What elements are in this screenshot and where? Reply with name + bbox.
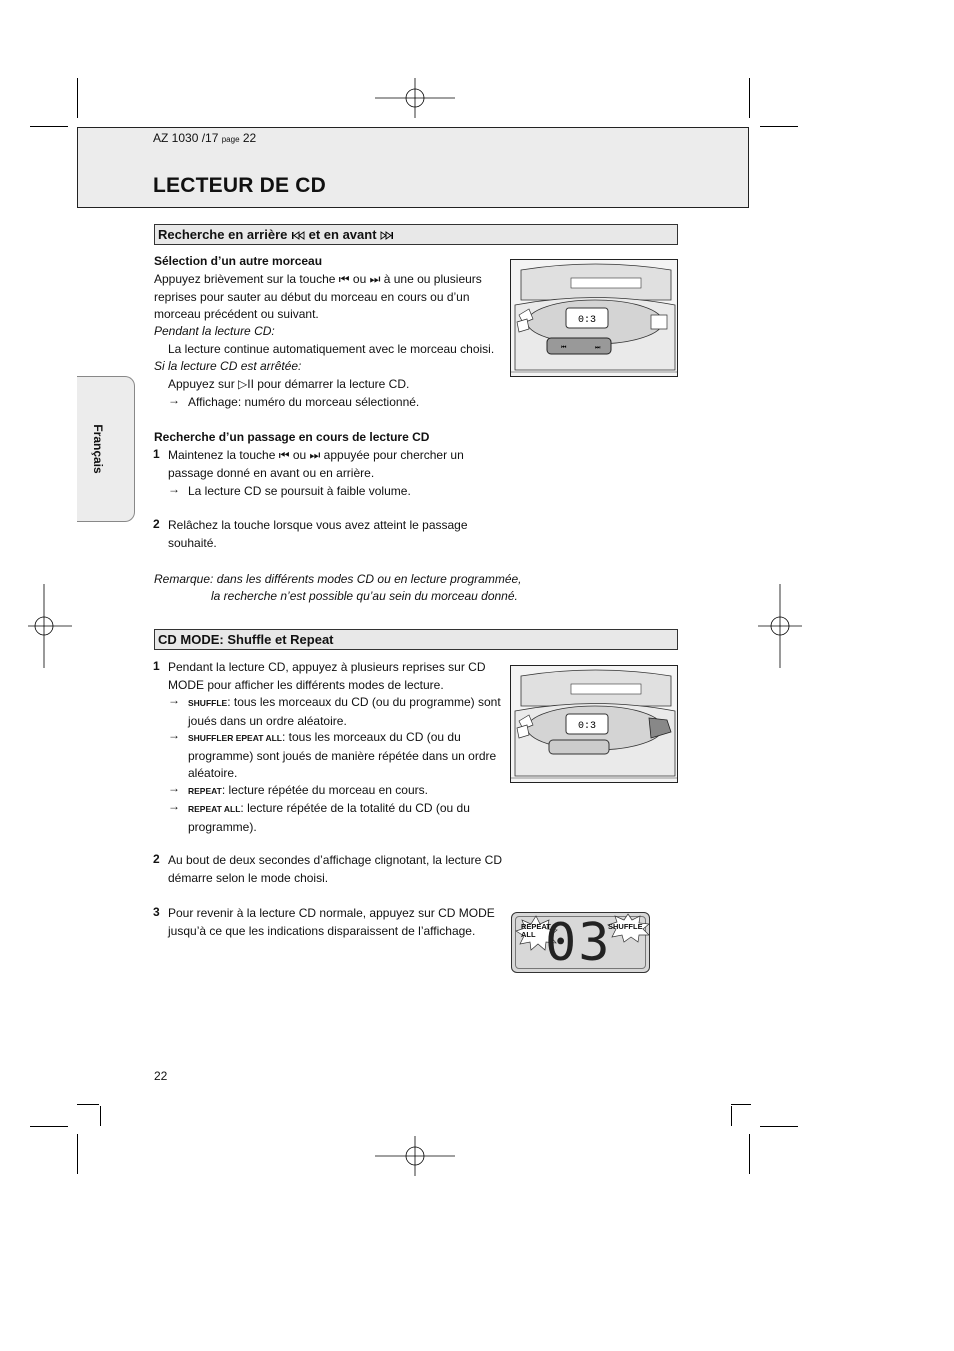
- lcd-display: [511, 912, 650, 973]
- stopped-text: Appuyez sur ▷II pour démarrer la lecture CD.: [168, 377, 410, 391]
- arrow-icon: →: [168, 393, 180, 407]
- select-track-paragraph: Appuyez brièvement sur la touche ⏮ ou ⏭ à une ou plusieurs reprises pour sauter au début du morceau en cours ou d’un morceau précédent ou suivant.: [154, 272, 482, 321]
- model-reference: AZ 1030 /17: [153, 131, 219, 145]
- shuffle-indicator: SHUFFLE: [608, 922, 643, 931]
- repeat-indicator: REPEAT ALL: [521, 922, 551, 939]
- registration-mark-right: [758, 584, 802, 668]
- playing-label: Pendant la lecture CD:: [154, 324, 275, 338]
- page-title: LECTEUR DE CD: [153, 174, 326, 197]
- stopped-label: Si la lecture CD est arrêtée:: [154, 359, 302, 373]
- step-number: 1: [153, 659, 160, 673]
- svg-text:0:3: 0:3: [577, 315, 597, 326]
- arrow-icon: →: [168, 799, 180, 813]
- arrow-icon: →: [168, 693, 180, 707]
- mode-label: SHUFFLER EPEAT ALL: [188, 733, 282, 743]
- note-line-1: Remarque: dans les différents modes CD ou en lecture programmée,: [154, 572, 522, 586]
- search-step1-result: La lecture CD se poursuit à faible volume.: [188, 484, 411, 498]
- section-heading-cd-mode: CD MODE: Shuffle et Repeat: [154, 629, 678, 650]
- svg-text:0:3: 0:3: [577, 721, 597, 732]
- mode-shuffle-repeat-all: SHUFFLER EPEAT ALL: tous les morceaux du CD (ou du programme) sont joués de manière répétée dans un ordre aléatoire.: [188, 730, 497, 780]
- mode-step2-text: Au bout de deux secondes d’affichage clignotant, la lecture CD démarre selon le mode choisi.: [168, 853, 502, 885]
- mode-label: SHUFFLE: [188, 698, 228, 708]
- registration-mark-top: [370, 78, 460, 118]
- mode-step1-text: Pendant la lecture CD, appuyez à plusieurs reprises sur CD MODE pour afficher les différents modes de lecture.: [168, 660, 486, 692]
- skip-back-icon: [291, 231, 305, 240]
- svg-text:⏭: ⏭: [595, 345, 601, 351]
- cd-player-illustration-mode: [510, 665, 678, 783]
- registration-mark-bottom: [370, 1136, 460, 1176]
- playing-text: La lecture continue automatiquement avec le morceau choisi.: [168, 342, 495, 356]
- language-tab-label: Français: [91, 424, 105, 474]
- mode-repeat-all: REPEAT ALL: lecture répétée de la totalité du CD (ou du programme).: [188, 801, 470, 834]
- track-number-digits: 03: [545, 913, 612, 973]
- arrow-icon: →: [168, 728, 180, 742]
- page-word: page: [221, 135, 240, 144]
- search-step1-text: Maintenez la touche ⏮ ou ⏭ appuyée pour chercher un passage donné en avant ou en arrière.: [168, 448, 464, 480]
- heading-part-back: Recherche en arrière: [158, 227, 288, 242]
- reference-page-number: 22: [242, 131, 257, 145]
- heading-part-forward: et en avant: [308, 227, 377, 242]
- cd-player-illustration-skip: [510, 259, 678, 377]
- registration-mark-left: [28, 584, 72, 668]
- mode-label: REPEAT ALL: [188, 804, 241, 814]
- note-line-2: la recherche n’est possible qu’au sein du morceau donné.: [211, 589, 518, 603]
- search-step2-text: Relâchez la touche lorsque vous avez atteint le passage souhaité.: [168, 518, 468, 550]
- skip-forward-icon: [380, 231, 394, 240]
- language-tab: [77, 376, 135, 522]
- step-number: 3: [153, 905, 160, 919]
- sub-heading-search-passage: Recherche d’un passage en cours de lecture CD: [154, 430, 430, 444]
- sub-heading-select-track: Sélection d’un autre morceau: [154, 254, 323, 268]
- stopped-result: Affichage: numéro du morceau sélectionné.: [188, 395, 420, 409]
- mode-step3-text: Pour revenir à la lecture CD normale, appuyez sur CD MODE jusqu’à ce que les indications disparaissent de l’affichage.: [168, 906, 495, 938]
- step-number: 1: [153, 447, 160, 461]
- section-heading-search: [154, 224, 678, 245]
- step-number: 2: [153, 517, 160, 531]
- arrow-icon: →: [168, 781, 180, 795]
- mode-shuffle: SHUFFLE: tous les morceaux du CD (ou du programme) sont joués dans un ordre aléatoire.: [188, 695, 501, 728]
- document-reference: [153, 131, 256, 145]
- step-number: 2: [153, 852, 160, 866]
- mode-repeat: REPEAT: lecture répétée du morceau en cours.: [188, 783, 428, 797]
- arrow-icon: →: [168, 482, 180, 496]
- svg-text:⏮: ⏮: [561, 345, 567, 351]
- page-number: 22: [154, 1069, 168, 1083]
- mode-label: REPEAT: [188, 786, 222, 796]
